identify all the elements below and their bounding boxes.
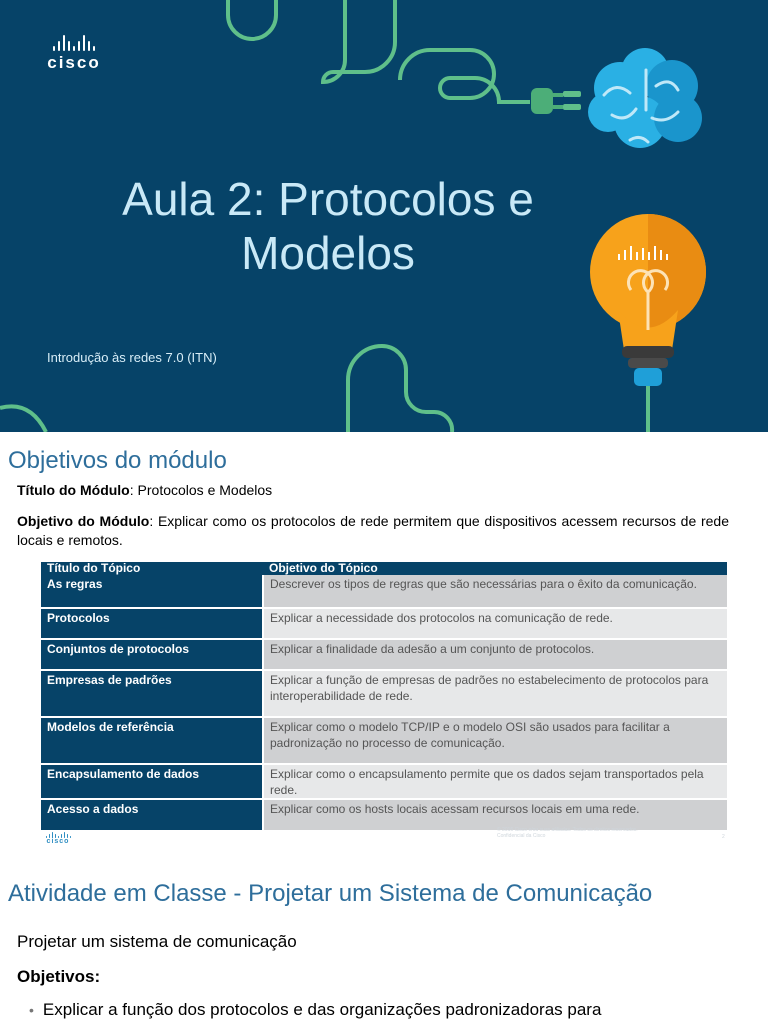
plug-icon: [531, 88, 581, 114]
slide-title-line2: Modelos: [241, 227, 415, 279]
topic-cell: Protocolos: [41, 608, 263, 639]
cisco-bars-icon: [38, 33, 110, 51]
table-row: [41, 608, 727, 639]
objective-cell: Descrever os tipos de regras que são necessárias para o êxito da comunicação.: [263, 575, 727, 608]
cisco-wordmark: cisco: [46, 838, 70, 845]
table-row: [41, 670, 727, 717]
footer-copyright: [497, 827, 697, 839]
topic-cell: Modelos de referência: [41, 717, 263, 764]
title-slide: [0, 0, 768, 432]
module-title-value: : Protocolos e Modelos: [129, 482, 273, 498]
objective-cell: Explicar como os hosts locais acessam recursos locais em uma rede.: [263, 799, 727, 831]
footer-cisco-logo: [41, 832, 75, 845]
topic-cell: Acesso a dados: [41, 799, 263, 831]
slide-subtitle: Introdução às redes 7.0 (ITN): [47, 350, 217, 365]
lightbulb-icon: [590, 214, 706, 432]
slide-title-line1: Aula 2: Protocolos e: [122, 173, 534, 225]
bullet-text: Explicar a função dos protocolos e das organizações padronizadoras para: [42, 1000, 602, 1019]
topic-cell: Conjuntos de protocolos: [41, 639, 263, 670]
module-objective-label: Objetivo do Módulo: [17, 513, 150, 529]
slide-heading: Objetivos do módulo: [8, 447, 227, 474]
objective-cell: Explicar como o encapsulamento permite que os dados sejam transportados pela rede.: [263, 764, 727, 799]
table-row: [41, 717, 727, 764]
objectives-label: Objetivos:: [17, 967, 101, 986]
bullet-item: [29, 1000, 601, 1020]
module-objective-value: : Explicar como os protocolos de rede permitem que dispositivos acessem recursos de rede locais e remotos.: [17, 513, 729, 548]
table-row: [41, 639, 727, 670]
objective-cell: Explicar a necessidade dos protocolos na comunicação de rede.: [263, 608, 727, 639]
copyright-line: © 2016 Cisco e/ou suas afiliadas. Todos os direitos reservados.: [497, 827, 638, 833]
activity-slide: [0, 856, 768, 1024]
module-title-label: Título do Módulo: [17, 482, 130, 498]
cisco-wordmark: cisco: [47, 53, 101, 72]
slide-title: [78, 172, 578, 280]
topic-cell: Encapsulamento de dados: [41, 764, 263, 799]
column-header-topic: Título do Tópico: [41, 562, 263, 575]
topic-cell: Empresas de padrões: [41, 670, 263, 717]
column-header-objective: Objetivo do Tópico: [263, 562, 727, 575]
topic-cell: As regras: [41, 575, 263, 608]
objective-cell: Explicar a finalidade da adesão a um conjunto de protocolos.: [263, 639, 727, 670]
page-number: 2: [722, 834, 725, 840]
module-title-line: [17, 482, 272, 498]
table-row: [41, 575, 727, 608]
brain-icon: [588, 48, 702, 148]
slide-heading: Atividade em Classe - Projetar um Sistema de Comunicação: [8, 880, 653, 907]
objectives-slide: [0, 432, 768, 856]
topic-table: [41, 562, 727, 832]
objective-cell: Explicar como o modelo TCP/IP e o modelo OSI são usados para facilitar a padronização no processo de comunicação.: [263, 717, 727, 764]
cisco-logo: [38, 33, 110, 73]
confidential-line: Confidencial da Cisco: [497, 833, 546, 839]
activity-subheading: Projetar um sistema de comunicação: [17, 932, 297, 951]
table-row: [41, 764, 727, 799]
bullet-icon: •: [29, 1002, 34, 1018]
objective-cell: Explicar a função de empresas de padrões no estabelecimento de protocolos para interoperabilidade de rede.: [263, 670, 727, 717]
module-objective-line: [17, 512, 729, 550]
table-header-row: [41, 562, 727, 575]
